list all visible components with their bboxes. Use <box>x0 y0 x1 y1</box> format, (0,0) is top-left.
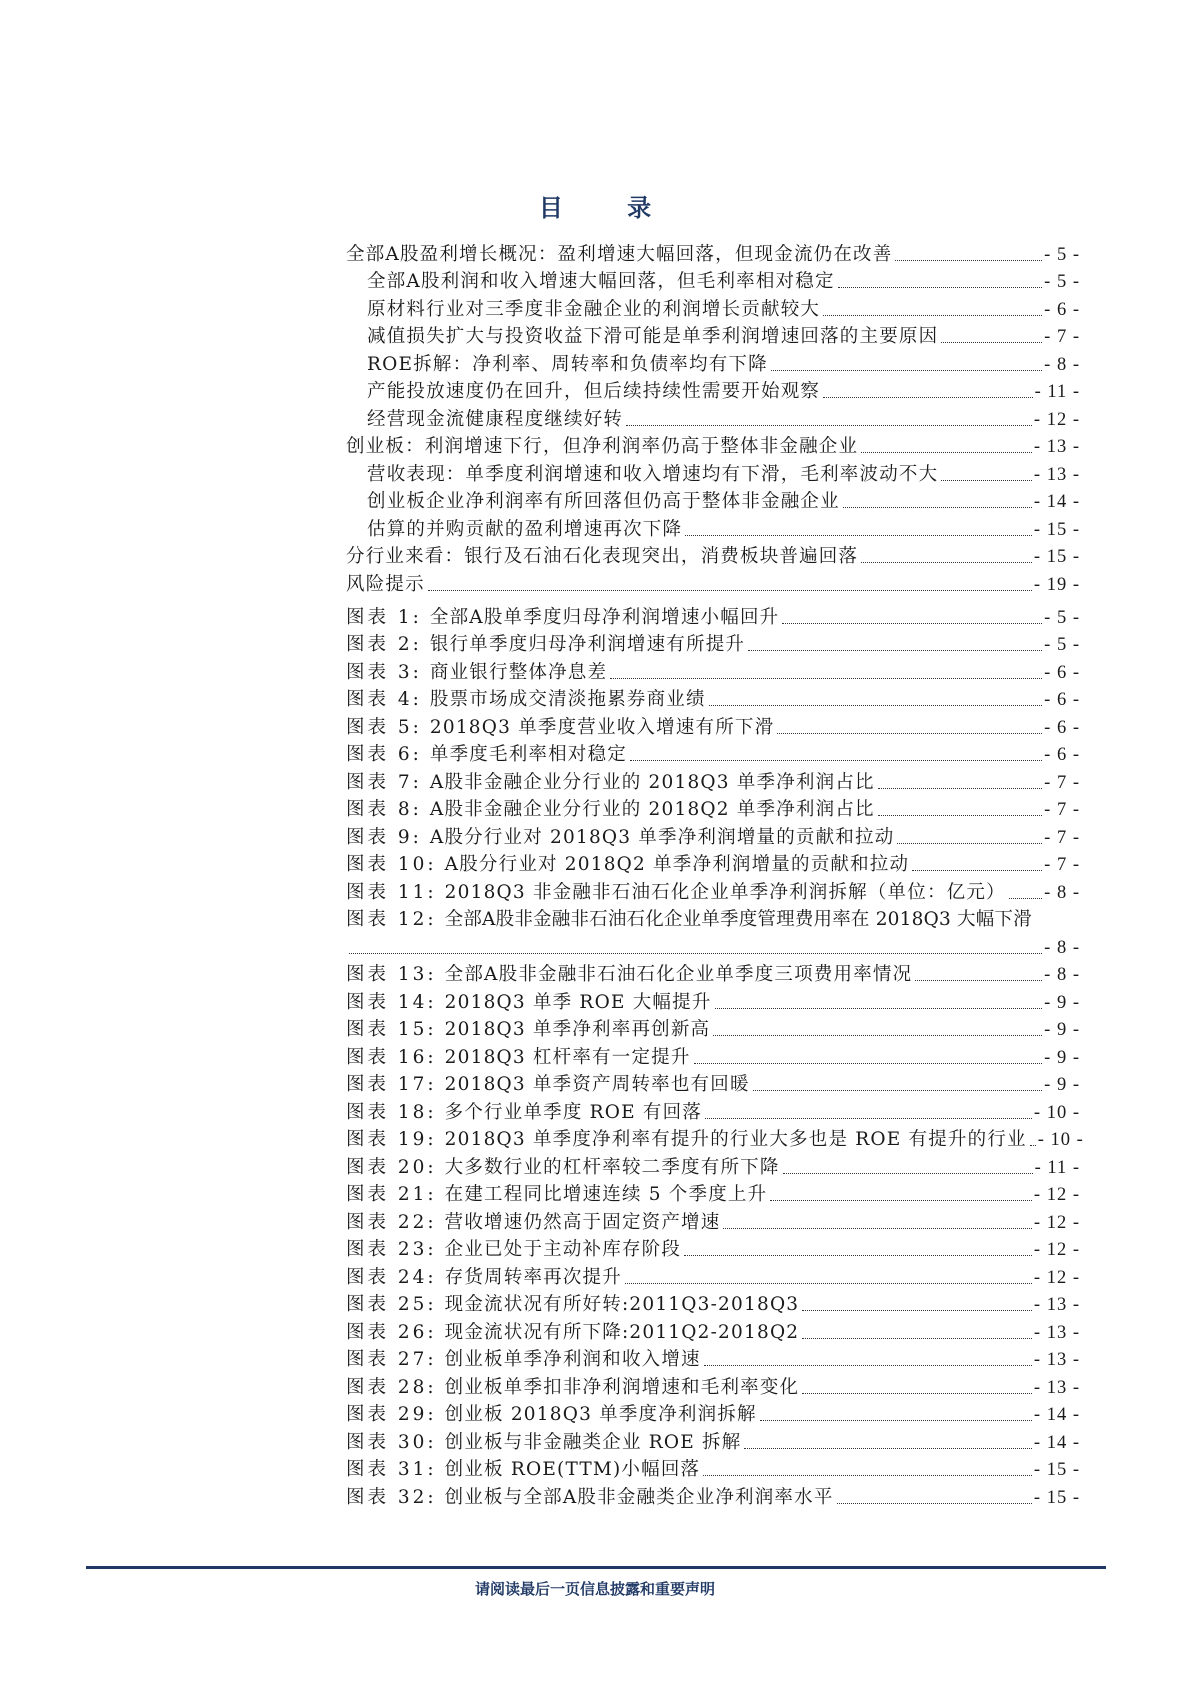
figure-entry[interactable] <box>346 656 1080 684</box>
figure-label: 图表 18: <box>346 1101 437 1123</box>
dot-leader <box>941 480 1032 481</box>
dot-leader <box>349 953 1042 954</box>
toc-entry-page: - 13 - <box>1033 464 1080 485</box>
dot-leader <box>1030 1145 1036 1146</box>
figure-entry-page: - 9 - <box>1044 992 1080 1013</box>
figure-label: 图表 9: <box>346 826 422 848</box>
figure-label: 图表 2: <box>346 634 422 655</box>
figure-entry-page: - 12 - <box>1033 1185 1080 1205</box>
figure-entry-title <box>346 1294 799 1316</box>
dot-leader <box>760 1420 1032 1421</box>
figure-entry-page: - 13 - <box>1033 1295 1080 1315</box>
dot-leader <box>723 1228 1031 1229</box>
figure-label: 图表 22: <box>346 1211 437 1233</box>
figure-entry-page: - 12 - <box>1033 1240 1080 1260</box>
figure-text: 现金流状况有所下降:2011Q2-2018Q2 <box>444 1321 800 1343</box>
figure-entry-title <box>346 1074 750 1096</box>
figure-text: 单季度毛利率相对稳定 <box>429 744 627 765</box>
figure-entry-page: - 15 - <box>1033 1460 1080 1480</box>
dot-leader <box>1009 898 1042 899</box>
figure-entry[interactable] <box>346 739 1080 767</box>
figure-entry-title <box>346 882 1006 904</box>
figure-label: 图表 23: <box>346 1239 437 1260</box>
figure-entry-title <box>346 799 875 821</box>
figure-text: 存货周转率再次提升 <box>444 1266 622 1288</box>
figure-entry[interactable] <box>346 1206 1080 1234</box>
figure-label: 图表 24: <box>346 1266 437 1288</box>
dot-leader <box>802 1393 1032 1394</box>
figure-entry[interactable] <box>346 1014 1080 1042</box>
figure-entry-title <box>346 1267 622 1289</box>
figure-entry-page: - 8 - <box>1044 937 1080 958</box>
figure-label: 图表 11: <box>346 881 437 903</box>
dot-leader <box>428 590 1032 591</box>
figure-entry[interactable] <box>346 1316 1080 1344</box>
figure-text: 2018Q3 单季资产周转率也有回暖 <box>444 1074 750 1095</box>
figure-text: 现金流状况有所好转:2011Q3-2018Q3 <box>444 1294 800 1315</box>
figure-text: A股非金融企业分行业的 2018Q3 单季净利润占比 <box>429 771 875 793</box>
toc-entry-title: 原材料行业对三季度非金融企业的利润增长贡献较大 <box>367 298 821 320</box>
figure-entry-continuation[interactable] <box>346 931 1080 959</box>
toc-entry[interactable] <box>346 541 1080 569</box>
toc-entry-page: - 8 - <box>1044 354 1080 375</box>
figure-entry-title <box>346 772 875 794</box>
figure-entry[interactable] <box>346 1096 1080 1124</box>
dot-leader <box>748 650 1042 651</box>
toc-entry-page: - 11 - <box>1034 382 1080 402</box>
dot-leader <box>684 1255 1032 1256</box>
figure-entry-page: - 5 - <box>1044 607 1080 628</box>
figure-entry-page: - 9 - <box>1044 1075 1080 1095</box>
toc-entry-title: 风险提示 <box>346 573 425 595</box>
toc-entry[interactable] <box>346 293 1080 321</box>
figure-text: 创业板与非金融类企业 ROE 拆解 <box>444 1431 742 1453</box>
figure-entry[interactable] <box>346 1454 1080 1482</box>
dot-leader <box>941 342 1042 343</box>
figure-entry[interactable] <box>346 684 1080 712</box>
figure-entry[interactable] <box>346 794 1080 822</box>
figure-text: 2018Q3 杠杆率有一定提升 <box>444 1046 691 1068</box>
figure-entry-page: - 13 - <box>1033 1350 1080 1370</box>
dot-leader <box>715 1008 1043 1009</box>
figure-text: A股分行业对 2018Q2 单季净利润增量的贡献和拉动 <box>444 854 910 875</box>
figure-entry-page: - 14 - <box>1033 1405 1080 1425</box>
figure-entry[interactable] <box>346 711 1080 739</box>
figure-entry-title <box>346 1349 701 1371</box>
figure-entry-page: - 6 - <box>1044 662 1080 683</box>
figure-label: 图表 15: <box>346 1019 437 1040</box>
dot-leader <box>709 705 1042 706</box>
toc-entry-page: - 15 - <box>1033 519 1080 540</box>
toc-entry-page: - 14 - <box>1033 492 1080 512</box>
figure-label: 图表 12: <box>346 909 437 930</box>
figure-entry-title <box>346 1377 799 1399</box>
dot-leader <box>630 760 1042 761</box>
figure-entry-page: - 12 - <box>1033 1267 1080 1288</box>
dot-leader <box>895 260 1042 261</box>
toc-entry[interactable] <box>346 238 1080 266</box>
figure-text: 银行单季度归母净利润增速有所提升 <box>429 634 746 655</box>
figure-label: 图表 26: <box>346 1321 437 1343</box>
figure-entry-page: - 5 - <box>1044 635 1080 655</box>
figure-text: 2018Q3 单季净利率再创新高 <box>444 1019 711 1040</box>
dot-leader <box>713 1035 1042 1036</box>
figure-entry[interactable] <box>346 1179 1080 1207</box>
figure-entry[interactable] <box>346 849 1080 877</box>
dot-leader <box>770 1200 1032 1201</box>
figure-text: 股票市场成交清淡拖累券商业绩 <box>429 689 706 710</box>
figure-entry[interactable] <box>346 1289 1080 1317</box>
figure-label: 图表 1: <box>346 606 422 628</box>
figure-label: 图表 8: <box>346 799 422 820</box>
toc-entry[interactable] <box>346 568 1080 596</box>
figure-label: 图表 28: <box>346 1376 437 1398</box>
figure-entry[interactable] <box>346 1426 1080 1454</box>
page-title: 目 录 <box>538 194 680 222</box>
figure-entry-page: - 15 - <box>1033 1487 1080 1508</box>
dot-leader <box>823 315 1042 316</box>
figure-entry-title <box>346 1129 1027 1151</box>
figure-entry[interactable] <box>346 1481 1080 1509</box>
figure-entry-page: - 9 - <box>1044 1020 1080 1040</box>
figure-entry-title <box>346 909 1032 931</box>
figure-entry-title <box>346 744 627 766</box>
figure-entry[interactable] <box>346 1371 1080 1399</box>
figure-entry-title <box>346 1102 702 1124</box>
figure-entry-title <box>346 964 912 986</box>
dot-leader <box>897 843 1042 844</box>
figure-label: 图表 3: <box>346 661 422 683</box>
figure-entry-page: - 7 - <box>1044 772 1080 793</box>
figure-text: 2018Q3 非金融非石油石化企业单季净利润拆解（单位：亿元） <box>444 881 1006 903</box>
figure-text: 全部A股非金融非石油石化企业单季度管理费用率在 2018Q3 大幅下滑 <box>444 909 1032 930</box>
figure-label: 图表 32: <box>346 1486 437 1508</box>
figure-text: 2018Q3 单季 ROE 大幅提升 <box>444 991 712 1013</box>
figure-entry[interactable] <box>346 876 1080 904</box>
figure-text: 创业板与全部A股非金融类企业净利润率水平 <box>444 1486 834 1508</box>
figure-text: 创业板 2018Q3 单季度净利润拆解 <box>444 1404 757 1425</box>
figure-entry[interactable] <box>346 1124 1084 1152</box>
dot-leader <box>704 1365 1032 1366</box>
dot-leader <box>823 397 1033 398</box>
dot-leader <box>777 733 1042 734</box>
figure-entry-page: - 7 - <box>1044 800 1080 820</box>
figure-text: 2018Q3 单季度营业收入增速有所下滑 <box>429 716 775 738</box>
figure-label: 图表 17: <box>346 1074 437 1095</box>
figure-entry[interactable] <box>346 1344 1080 1372</box>
figure-label: 图表 10: <box>346 854 437 875</box>
figure-entry-title <box>346 1432 741 1454</box>
dot-leader <box>783 1173 1033 1174</box>
figure-entry-page: - 9 - <box>1044 1047 1080 1068</box>
figure-entry-page: - 7 - <box>1044 827 1080 848</box>
figure-entry-page: - 6 - <box>1044 745 1080 765</box>
dot-leader <box>771 370 1042 371</box>
figure-text: 创业板单季扣非净利润增速和毛利率变化 <box>444 1376 800 1398</box>
dot-leader <box>861 562 1032 563</box>
dot-leader <box>912 870 1042 871</box>
toc-entry-title: 分行业来看：银行及石油石化表现突出，消费板块普遍回落 <box>346 546 859 567</box>
figure-entry[interactable] <box>346 766 1080 794</box>
dot-leader <box>703 1475 1032 1476</box>
figure-entry-title <box>346 1019 710 1041</box>
figure-text: 大多数行业的杠杆率较二季度有所下降 <box>444 1156 780 1178</box>
figure-entry-title <box>346 634 745 656</box>
figure-entry-title <box>346 1322 799 1344</box>
toc-entry-title: 营收表现：单季度利润增速和收入增速均有下滑，毛利率波动不大 <box>367 463 939 485</box>
figure-entry-title <box>346 854 909 876</box>
toc-entry-page: - 13 - <box>1033 437 1080 457</box>
figure-text: 多个行业单季度 ROE 有回落 <box>444 1101 703 1123</box>
figure-label: 图表 16: <box>346 1046 437 1068</box>
dot-leader <box>802 1310 1032 1311</box>
dot-leader <box>802 1338 1032 1339</box>
figure-text: 在建工程同比增速连续 5 个季度上升 <box>444 1184 768 1205</box>
figure-entry-page: - 7 - <box>1044 855 1080 875</box>
dot-leader <box>625 1283 1032 1284</box>
dot-leader <box>782 623 1042 624</box>
toc-entry[interactable] <box>346 513 1080 541</box>
figure-text: 创业板 ROE(TTM)小幅回落 <box>444 1459 701 1480</box>
toc-entry[interactable] <box>346 431 1080 459</box>
figure-text: A股分行业对 2018Q3 单季净利润增量的贡献和拉动 <box>429 826 895 848</box>
dot-leader <box>753 1090 1043 1091</box>
figure-label: 图表 31: <box>346 1459 437 1480</box>
figure-label: 图表 6: <box>346 744 422 765</box>
figure-label: 图表 13: <box>346 964 437 985</box>
figure-entry-page: - 6 - <box>1044 717 1080 738</box>
figure-entry-title <box>346 1047 691 1069</box>
figure-entry-page: - 13 - <box>1033 1377 1080 1398</box>
figure-entry-title <box>346 1184 767 1206</box>
dot-leader <box>626 425 1032 426</box>
figure-entry-page: - 8 - <box>1044 882 1080 903</box>
figure-text: 企业已处于主动补库存阶段 <box>444 1239 682 1260</box>
figure-entry-title <box>346 1404 757 1426</box>
figure-label: 图表 4: <box>346 689 422 710</box>
toc-entry[interactable] <box>346 403 1080 431</box>
dot-leader <box>610 678 1042 679</box>
toc-entry-title: 创业板企业净利润率有所回落但仍高于整体非金融企业 <box>367 491 840 512</box>
figure-entry-page: - 14 - <box>1033 1432 1080 1453</box>
figure-entry-page: - 10 - <box>1033 1102 1080 1123</box>
figure-entry-title <box>346 689 706 711</box>
toc-entry-title: 创业板：利润增速下行，但净利润率仍高于整体非金融企业 <box>346 436 859 457</box>
figure-entry[interactable] <box>346 1151 1080 1179</box>
dot-leader <box>878 788 1042 789</box>
figure-label: 图表 27: <box>346 1349 437 1370</box>
figure-label: 图表 30: <box>346 1431 437 1453</box>
figure-entry-title <box>346 662 607 684</box>
figure-label: 图表 19: <box>346 1129 437 1150</box>
figure-text: 全部A股非金融非石油石化企业单季度三项费用率情况 <box>444 964 913 985</box>
figure-entry-page: - 10 - <box>1037 1130 1084 1150</box>
toc-entry[interactable] <box>346 348 1080 376</box>
dot-leader <box>838 287 1043 288</box>
figure-label: 图表 14: <box>346 991 437 1013</box>
toc-entry[interactable] <box>346 458 1080 486</box>
toc-entry[interactable] <box>346 486 1080 514</box>
section-toc <box>346 238 1080 596</box>
figure-entry-title <box>346 1239 681 1261</box>
figure-entry-title <box>346 717 774 739</box>
figure-entry[interactable] <box>346 1234 1080 1262</box>
figure-text: 营收增速仍然高于固定资产增速 <box>444 1211 721 1233</box>
dot-leader <box>685 535 1032 536</box>
figure-entry[interactable] <box>346 1069 1080 1097</box>
figure-entry[interactable] <box>346 629 1080 657</box>
toc-entry-title: ROE拆解：净利率、周转率和负债率均有下降 <box>367 353 768 375</box>
figure-entry[interactable] <box>346 1261 1080 1289</box>
toc-entry-page: - 6 - <box>1044 299 1080 320</box>
figure-text: 2018Q3 单季度净利率有提升的行业大多也是 ROE 有提升的行业 <box>444 1129 1027 1150</box>
footer-divider <box>86 1566 1106 1569</box>
toc-entry-page: - 19 - <box>1033 574 1080 595</box>
figure-text: A股非金融企业分行业的 2018Q2 单季净利润占比 <box>429 799 875 820</box>
figure-toc <box>346 601 1084 1509</box>
toc-entry-title: 产能投放速度仍在回升，但后续持续性需要开始观察 <box>367 381 821 402</box>
dot-leader <box>705 1118 1032 1119</box>
figure-label: 图表 7: <box>346 771 422 793</box>
figure-entry[interactable] <box>346 601 1080 629</box>
figure-text: 全部A股单季度归母净利润增速小幅回升 <box>429 606 780 628</box>
toc-entry[interactable] <box>346 321 1080 349</box>
figure-entry-title <box>346 992 712 1014</box>
figure-entry-title <box>346 1459 700 1481</box>
figure-entry[interactable] <box>346 904 1080 932</box>
figure-entry-page: - 12 - <box>1033 1212 1080 1233</box>
toc-entry-page: - 7 - <box>1044 327 1080 347</box>
toc-entry[interactable] <box>346 266 1080 294</box>
figure-entry-page: - 6 - <box>1044 690 1080 710</box>
dot-leader <box>843 507 1032 508</box>
figure-entry-title <box>346 607 779 629</box>
figure-entry[interactable] <box>346 959 1080 987</box>
figure-entry-title <box>346 1212 720 1234</box>
toc-entry-title: 全部A股利润和收入增速大幅回落，但毛利率相对稳定 <box>367 271 835 292</box>
toc-entry-page: - 15 - <box>1033 547 1080 567</box>
toc-entry-page: - 5 - <box>1044 272 1080 292</box>
toc-entry-title: 全部A股盈利增长概况：盈利增速大幅回落，但现金流仍在改善 <box>346 243 893 265</box>
figure-label: 图表 21: <box>346 1184 437 1205</box>
figure-entry-title <box>346 1487 834 1509</box>
toc-entry[interactable] <box>346 376 1080 404</box>
dot-leader <box>744 1448 1032 1449</box>
dot-leader <box>861 452 1032 453</box>
figure-entry-title <box>346 827 894 849</box>
figure-text: 创业板单季净利润和收入增速 <box>444 1349 701 1370</box>
figure-entry[interactable] <box>346 986 1080 1014</box>
dot-leader <box>878 815 1042 816</box>
figure-entry[interactable] <box>346 1041 1080 1069</box>
toc-entry-page: - 12 - <box>1033 409 1080 430</box>
figure-label: 图表 5: <box>346 716 422 738</box>
figure-entry[interactable] <box>346 821 1080 849</box>
figure-entry-page: - 8 - <box>1044 965 1080 985</box>
figure-entry-page: - 11 - <box>1034 1157 1080 1178</box>
footer-disclaimer: 请阅读最后一页信息披露和重要声明 <box>474 1580 715 1598</box>
figure-label: 图表 25: <box>346 1294 437 1315</box>
toc-entry-title: 经营现金流健康程度继续好转 <box>367 408 624 430</box>
figure-text: 商业银行整体净息差 <box>429 661 608 683</box>
figure-label: 图表 29: <box>346 1404 437 1425</box>
figure-entry-title <box>346 1157 780 1179</box>
toc-entry-page: - 5 - <box>1044 244 1080 265</box>
dot-leader <box>837 1503 1032 1504</box>
figure-label: 图表 20: <box>346 1156 437 1178</box>
dot-leader <box>694 1063 1043 1064</box>
figure-entry-page: - 13 - <box>1033 1322 1080 1343</box>
toc-entry-title: 估算的并购贡献的盈利增速再次下降 <box>367 518 683 540</box>
toc-entry-title: 减值损失扩大与投资收益下滑可能是单季利润增速回落的主要原因 <box>367 326 939 347</box>
dot-leader <box>915 980 1042 981</box>
figure-entry[interactable] <box>346 1399 1080 1427</box>
